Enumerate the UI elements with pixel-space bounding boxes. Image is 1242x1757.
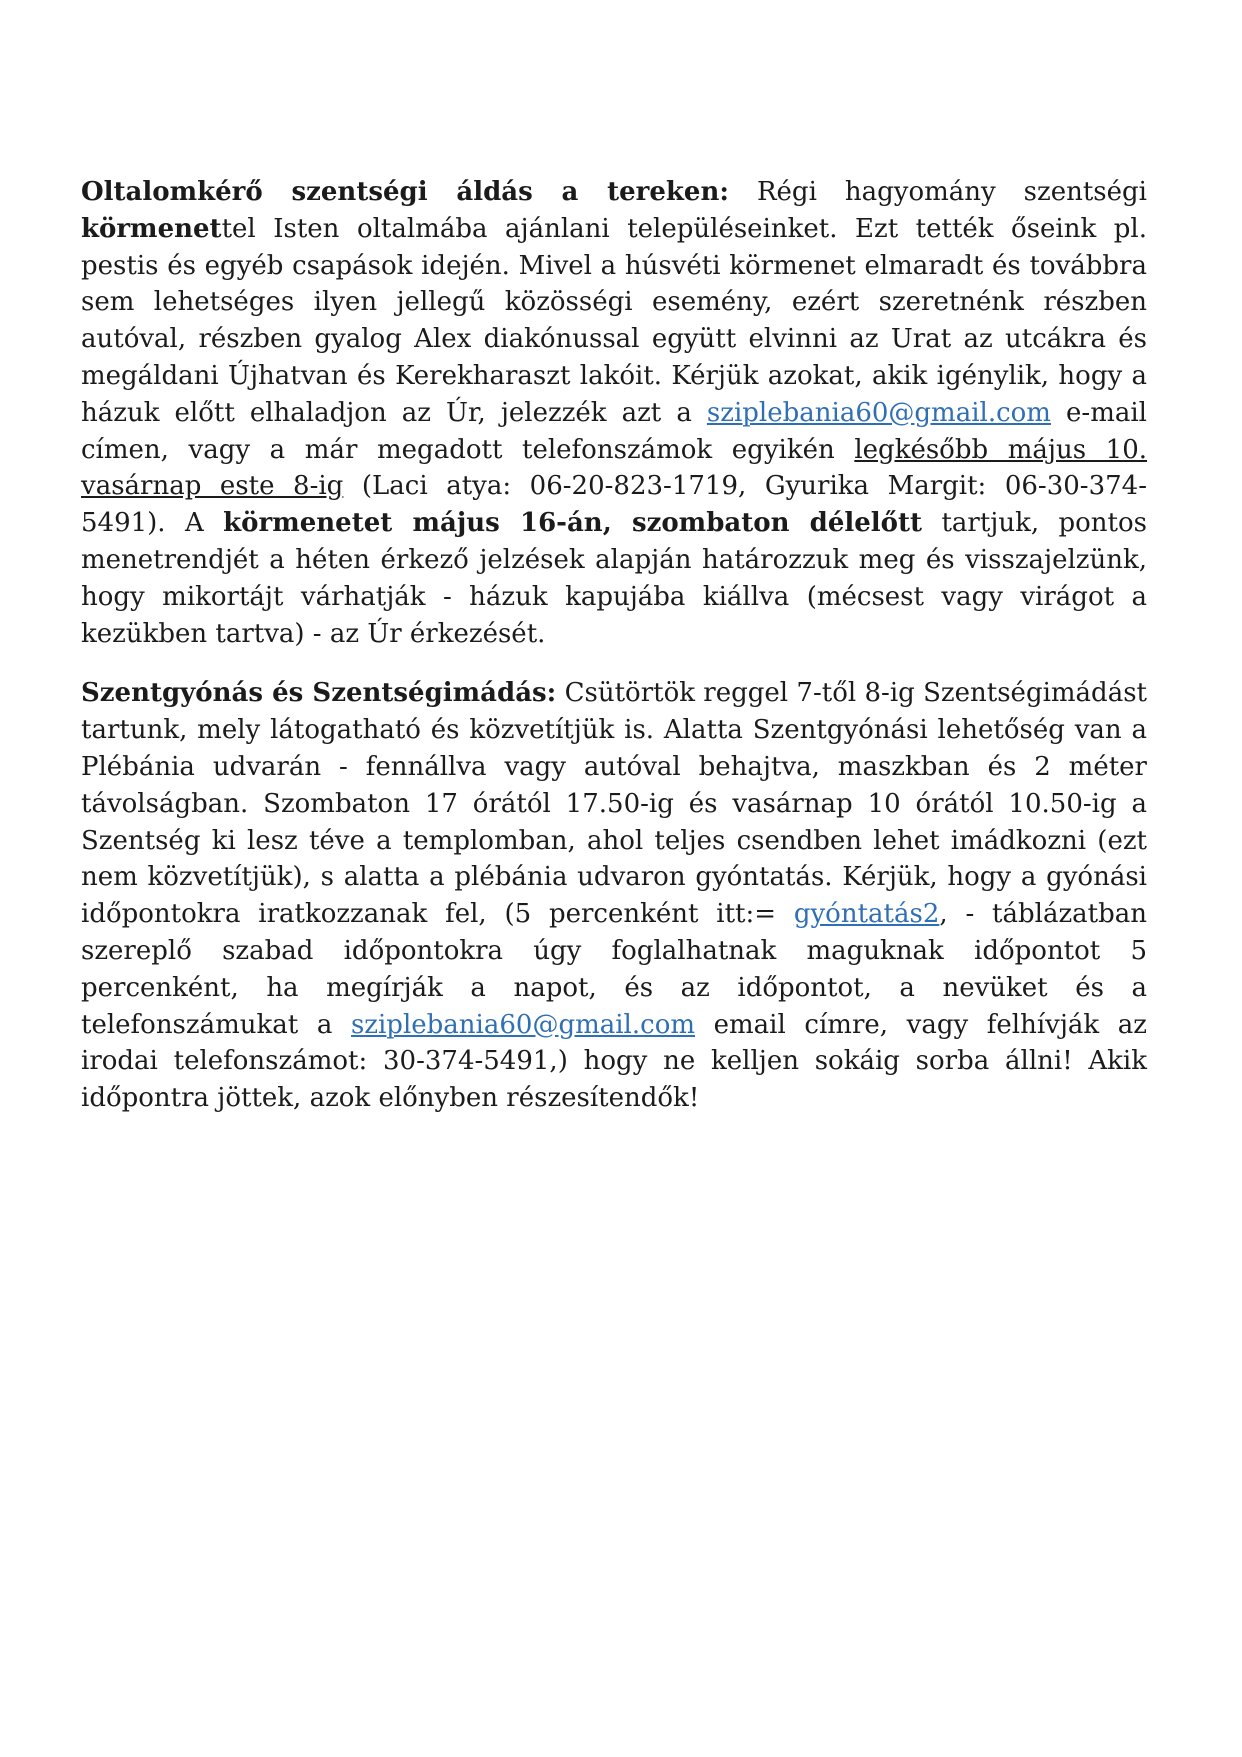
kormenet-bold: körmenet xyxy=(81,213,222,244)
text-segment: tartjuk, pontos menetrendjét a héten érkező jelzések alapján határozzuk meg és visszajelzünk, hogy mikortájt várhatják - házuk kapujába kiállva (mécsest vagy virágot a kezükben tartva) - az Úr érkezését. xyxy=(81,508,1147,649)
text-segment: Csütörtök reggel 7-től 8-ig Szentségimádást tartunk, mely látogatható és közvetítjük is. Alatta Szentgyónási lehetőség van a Plébánia udvarán - fennállva vagy autóval behajtva, maszkban és 2 méter távolságban. Szombaton 17 órától 17.50-ig és vasárnap 10 órától 10.50-ig a Szentség ki lesz téve a templomban, ahol teljes csendben lehet imádkozni (ezt nem közvetítjük), s alatta a plébánia udvaron gyóntatás. Kérjük, hogy a gyónási időpontokra iratkozzanak fel, (5 percenként itt:= xyxy=(81,678,1147,930)
document-body xyxy=(81,174,1147,1140)
blessing-heading: Oltalomkérő szentségi áldás a tereken: xyxy=(81,177,729,207)
confession-heading: Szentgyónás és Szentségimádás: xyxy=(81,678,557,709)
gyontatas2-link[interactable]: gyóntatás2 xyxy=(793,899,940,930)
email-link-1[interactable]: sziplebania60@gmail.com xyxy=(706,397,1051,428)
text-segment: e-mail címen, vagy a már megadott telefonszámok egyikén xyxy=(81,397,1147,465)
text-segment: tel Isten oltalmába ajánlani településeinket. Ezt tették őseink pl. pestis és egyéb csapások idején. Mivel a húsvéti körmenet elmaradt és továbbra sem lehetséges ilyen jellegű közösségi esemény, ezért szeretnénk részben autóval, részben gyalog Alex diakónussal együtt elvinni az Urat az utcákra és megáldani Újhatvan és Kerekharaszt lakóit. Kérjük azokat, akik igénylik, hogy a házuk előtt elhaladjon az Úr, jelezzék azt a xyxy=(81,213,1147,428)
email-link-2[interactable]: sziplebania60@gmail.com xyxy=(350,1009,696,1040)
text-segment: Régi hagyomány szentségi xyxy=(728,177,1147,207)
deadline-underline: legkésőbb május 10. vasárnap este 8-ig xyxy=(81,434,1148,502)
paragraph-confession xyxy=(81,675,1147,1117)
procession-date-bold: körmenetet május 16-án, szombaton délelőtt xyxy=(223,508,923,539)
text-segment: , - táblázatban szereplő szabad időpontokra úgy foglalhatnak maguknak időpontot 5 percenként, ha megírják a napot, és az időpontot, a nevüket és a telefonszámukat a xyxy=(81,899,1147,1040)
text-segment: (Laci atya: 06-20-823-1719, Gyurika Margit: 06-30-374-5491). A xyxy=(81,471,1148,539)
paragraph-blessing xyxy=(81,174,1147,652)
text-segment: email címre, vagy felhívják az irodai telefonszámot: 30-374-5491,) hogy ne kelljen sokáig sorba állni! Akik időpontra jöttek, azok előnyben részesítendők! xyxy=(81,1009,1147,1114)
